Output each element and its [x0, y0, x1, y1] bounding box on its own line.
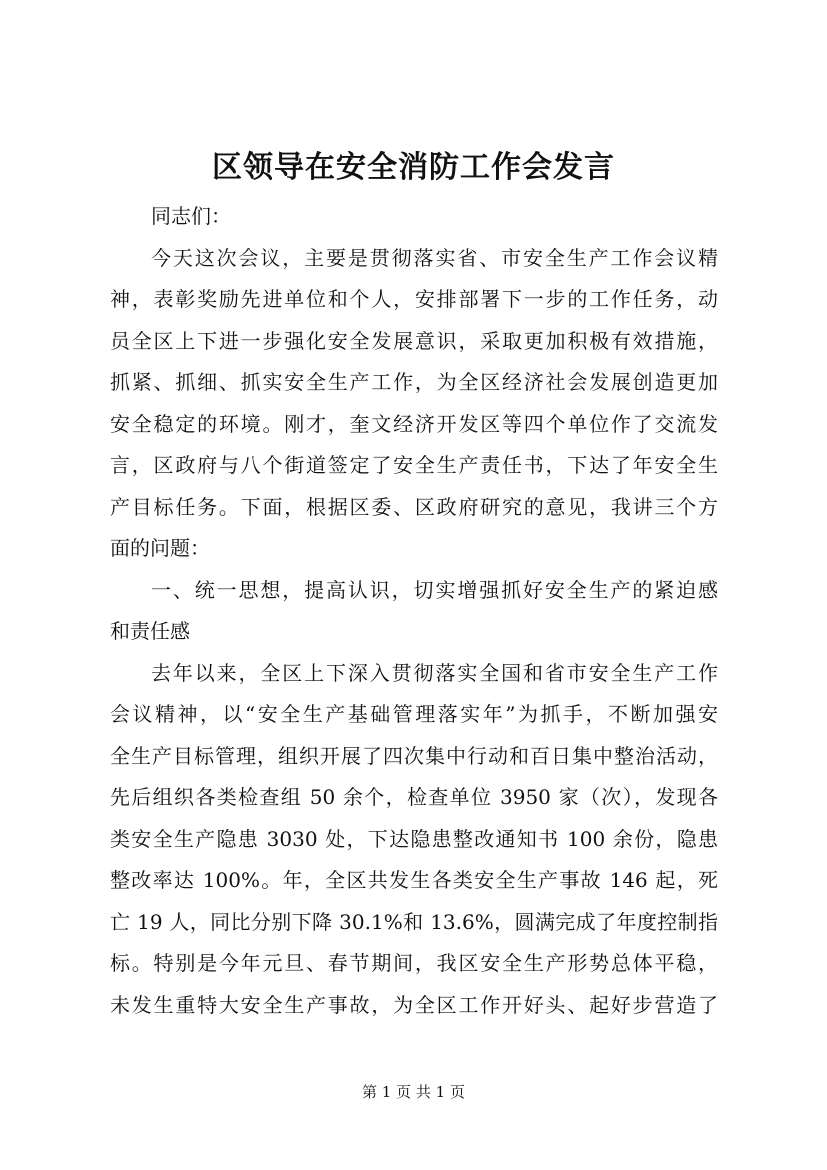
text-line: 产目标任务。下面，根据区委、区政府研究的意见，我讲三个方: [110, 494, 718, 519]
text-line: 去年以来，全区上下深入贯彻落实全国和省市安全生产工作: [151, 660, 718, 685]
text-line: 和责任感: [110, 619, 190, 643]
text-line: 全生产目标管理，组织开展了四次集中行动和百日集中整治活动，: [110, 743, 718, 768]
text-line: 面的问题：: [110, 536, 210, 560]
text-line: 未发生重特大安全生产事故，为全区工作开好头、起好步营造了: [110, 992, 718, 1017]
text-line: 一、统一思想，提高认识，切实增强抓好安全生产的紧迫感: [151, 577, 718, 602]
text-line: 亡 19 人，同比分别下降 30.1%和 13.6%，圆满完成了年度控制指: [110, 909, 718, 934]
text-line: 今天这次会议，主要是贯彻落实省、市安全生产工作会议精: [151, 245, 718, 270]
text-line: 抓紧、抓细、抓实安全生产工作，为全区经济社会发展创造更加: [110, 370, 718, 394]
document-title: 区领导在安全消防工作会发言: [212, 150, 615, 185]
text-line: 员全区上下进一步强化安全发展意识，采取更加积极有效措施，: [110, 328, 718, 353]
text-line: 先后组织各类检查组 50 余个，检查单位 3950 家（次），发现各: [110, 785, 718, 809]
text-line: 安全稳定的环境。刚才，奎文经济开发区等四个单位作了交流发: [110, 411, 718, 436]
text-line: 标。特别是今年元旦、春节期间，我区安全生产形势总体平稳，: [110, 951, 718, 975]
text-line: 神，表彰奖励先进单位和个人，安排部署下一步的工作任务，动: [110, 287, 718, 311]
text-line: 整改率达 100%。年，全区共发生各类安全生产事故 146 起，死: [110, 868, 718, 892]
text-line: 类安全生产隐患 3030 处，下达隐患整改通知书 100 余份，隐患: [110, 826, 718, 851]
text-line: 同志们：: [151, 204, 231, 228]
document-body: [110, 196, 718, 1026]
text-line: 会议精神，以“安全生产基础管理落实年”为抓手，不断加强安: [110, 702, 718, 726]
text-line: 言，区政府与八个街道签定了安全生产责任书，下达了年安全生: [110, 453, 718, 477]
page-footer: 第 1 页 共 1 页: [362, 1083, 465, 1101]
